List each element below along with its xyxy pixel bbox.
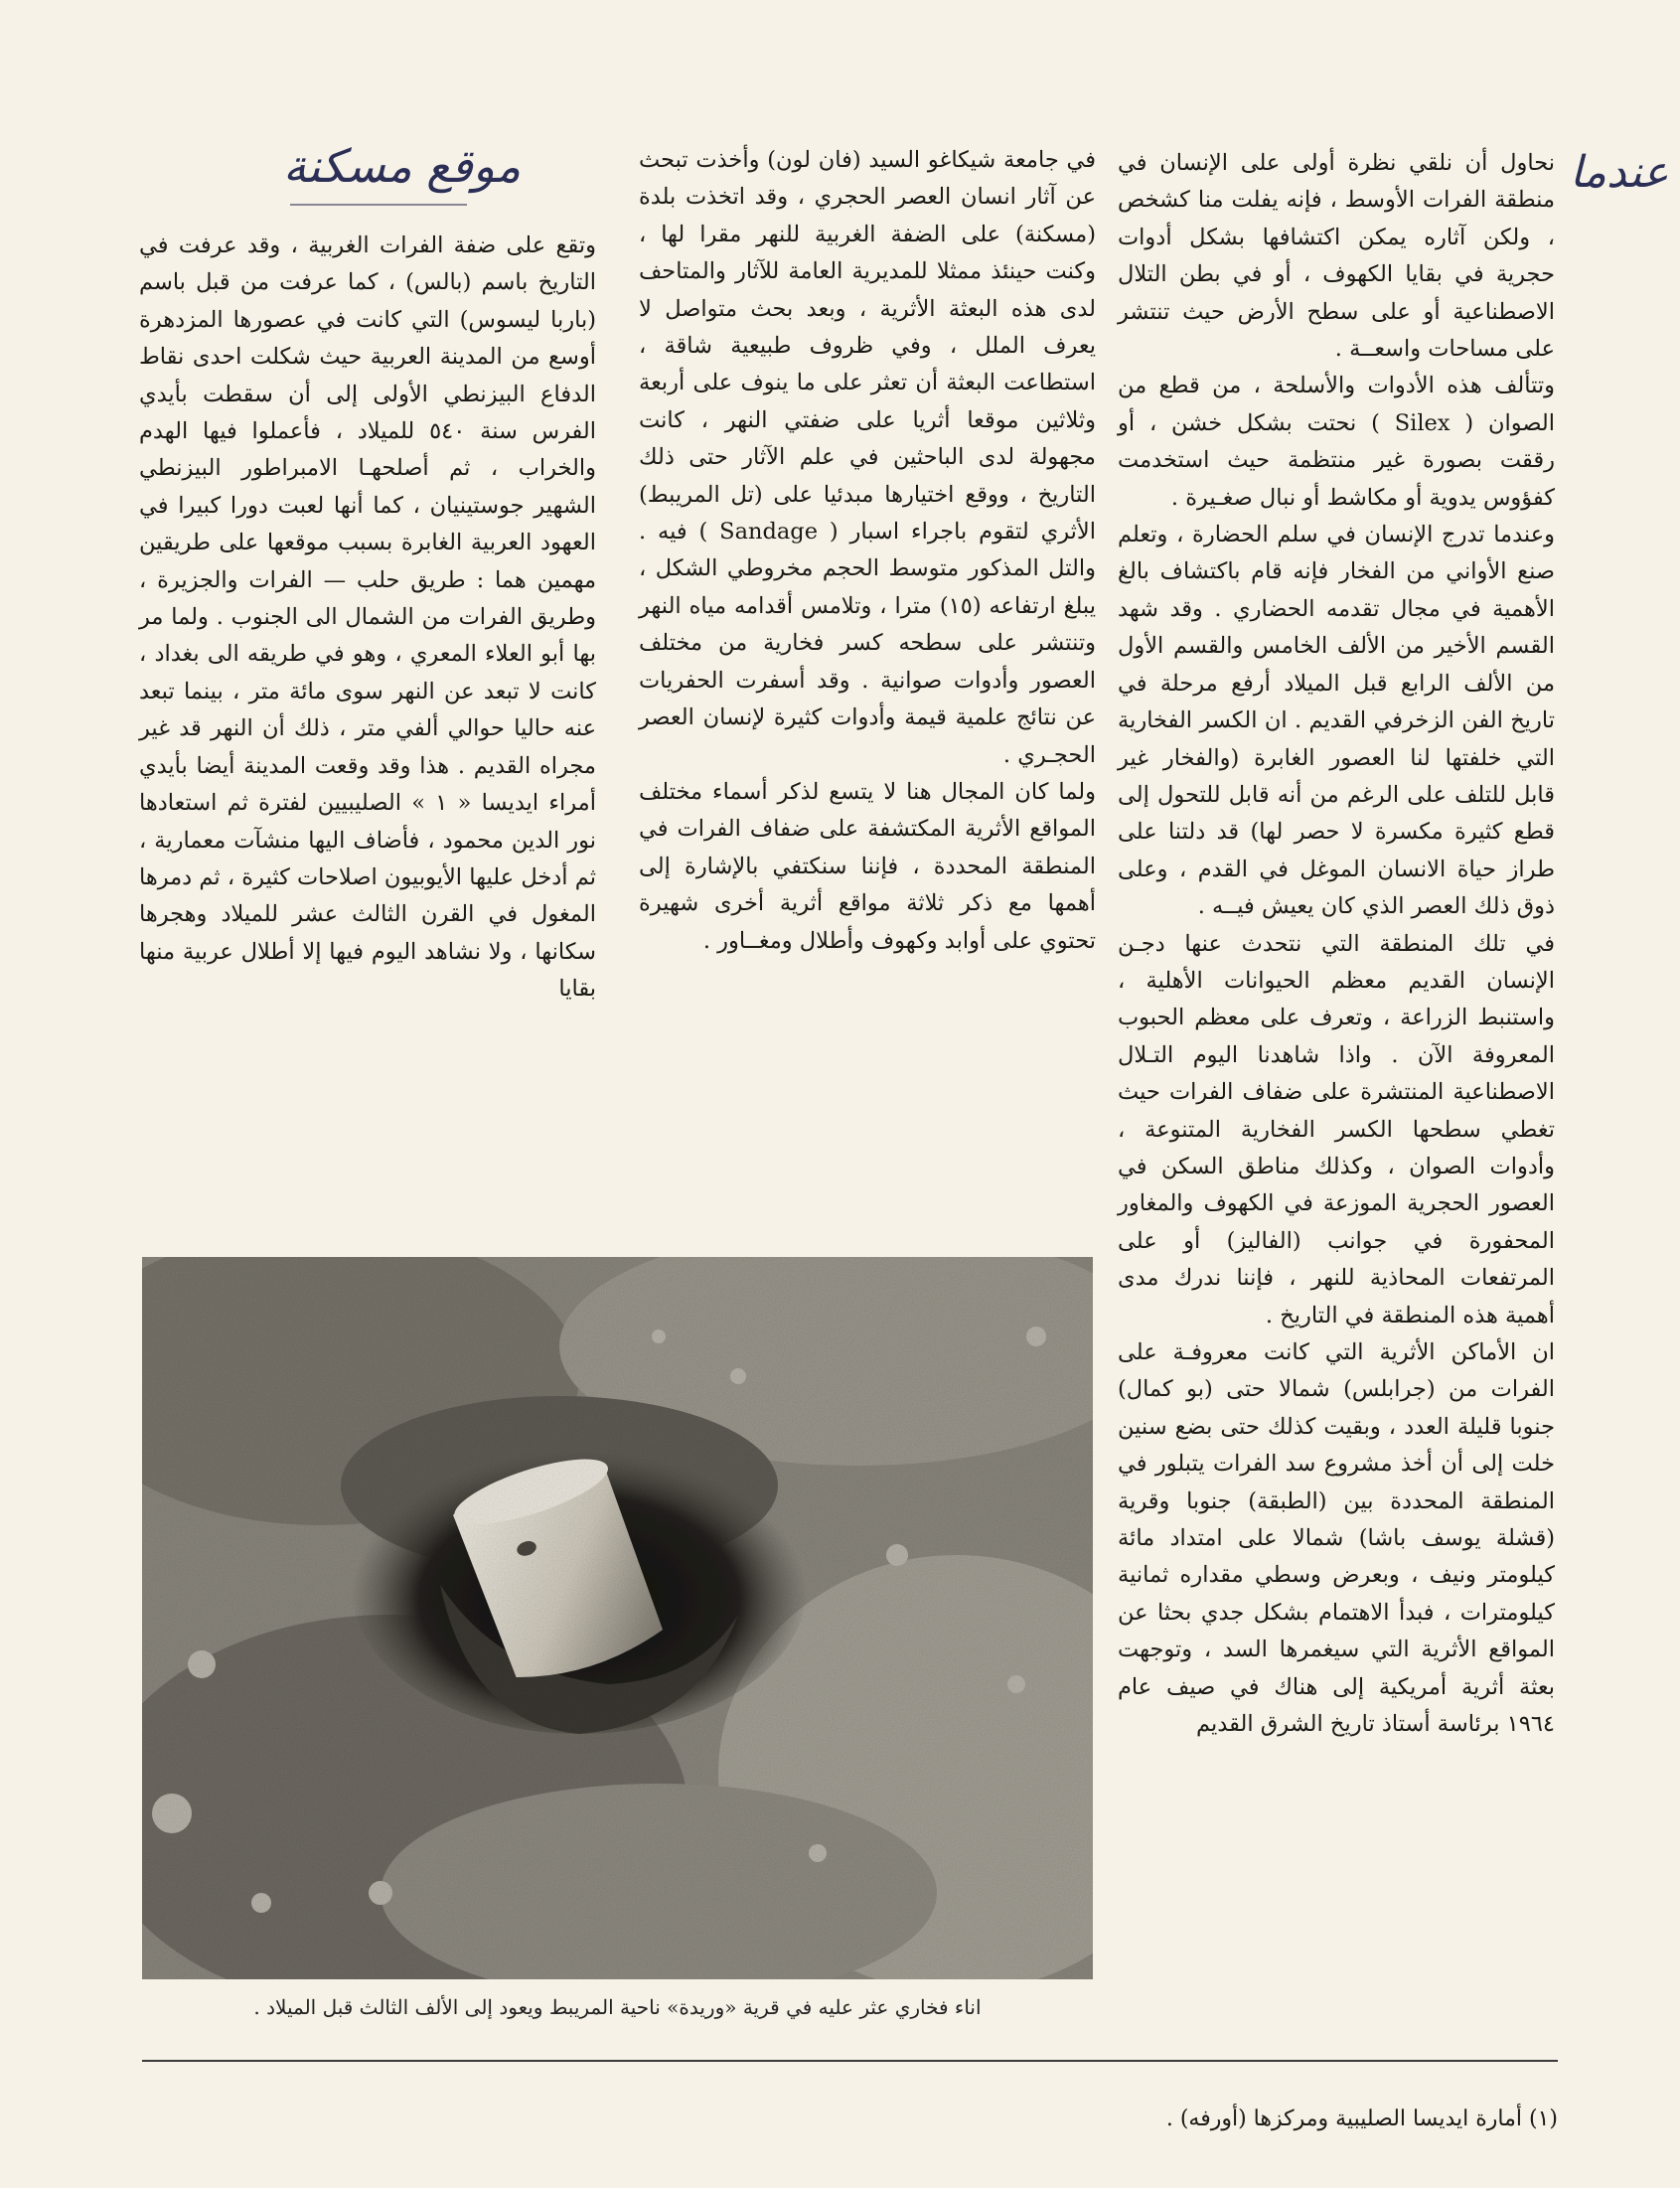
section-heading: موقع مسكنة [283, 139, 522, 193]
paragraph: وتقع على ضفة الفرات الغربية ، وقد عرفت في التاريخ باسم (بالس) ، كما عرفت من قبل باسم (باربا ليسوس) التي كانت في عصورها المزدهرة أوسع من المدينة العربية حيث شكلت احدى نقاط الدفاع البيزنطي الأولى إلى أن سقطت بأيدي الفرس سنة ٥٤٠ للميلاد ، فأعملوا فيها الهدم والخراب ، ثم أصلحهـا الامبراطور البيزنطي الشهير جوستينيان ، كما أنها لعبت دورا كبيرا في العهود العربية الغابرة بسبب موقعها على طريقين مهمين هما : طريق حلب — الفرات والجزيرة ، وطريق الفرات من الشمال الى الجنوب . ولما مر بها أبو العلاء المعري ، وهو في طريقه الى بغداد ، كانت لا تبعد عن النهر سوى مائة متر ، بينما تبعد عنه حاليا حوالي ألفي متر ، ذلك أن النهر قد غير مجراه القديم . هذا وقد وقعت المدينة أيضا بأيدي أمراء ايديسا « ١ » الصليبيين لفترة ثم استعادها نور الدين محمود ، فأضاف اليها منشآت معمارية ، ثم أدخل عليها الأيوبيون اصلاحات كثيرة ، ثم دمرها المغول في القرن الثالث عشر للميلاد وهجرها سكانها ، ولا نشاهد اليوم فيها إلا أطلال عربية منها بقايا [139, 233, 596, 1003]
middle-column [639, 142, 1096, 960]
footnote: (١) أمارة ايديسا الصليبية ومركزها (أورفه) . [1165, 2107, 1558, 2131]
paragraph: ولما كان المجال هنا لا يتسع لذكر أسماء مختلف المواقع الأثرية المكتشفة على ضفاف الفرات في المنطقة المحددة ، فإننا سنكتفي بالإشارة إلى أهمها مع ذكر ثلاثة مواقع أثرية أخرى شهيرة تحتوي على أوابد وكهوف وأطلال ومغــاور . [639, 778, 1096, 954]
right-column [1118, 145, 1555, 1743]
paragraph: وعندما تدرج الإنسان في سلم الحضارة ، وتعلم صنع الأواني من الفخار فإنه قام باكتشاف بالغ الأهمية في مجال تقدمه الحضاري . وقد شهد القسم الأخير من الألف الخامس والقسم الأول من الألف الرابع قبل الميلاد أرفع مرحلة في تاريخ الفن الزخرفي القديم . ان الكسر الفخارية التي خلفتها لنا العصور الغابرة (والفخار غير قابل للتلف على الرغم من أنه قابل للتحول إلى قطع كثيرة مكسرة لا حصر لها) قد دلتنا على طراز حياة الانسان الموغل في القدم ، وعلى ذوق ذلك العصر الذي كان يعيش فيــه . [1118, 522, 1555, 920]
photo-caption: اناء فخاري عثر عليه في قرية «وريدة» ناحية المريبط ويعود إلى الألف الثالث قبل الميلاد . [253, 1995, 982, 2019]
paragraph: نحاول أن نلقي نظرة أولى على الإنسان في منطقة الفرات الأوسط ، فإنه يفلت منا كشخص ، ولكن آثاره يمكن اكتشافها بشكل أدوات حجرية في بقايا الكهوف ، أو في بطن التلال الاصطناعية أو على سطح الأرض حيث تنتشر على مساحات واسعــة . [1118, 150, 1555, 363]
paragraph: في جامعة شيكاغو السيد (فان لون) وأخذت تبحث عن آثار انسان العصر الحجري ، وقد اتخذت بلدة (مسكنة) على الضفة الغربية للنهر مقرا لها ، وكنت حينئذ ممثلا للمديرية العامة للآثار والمتاحف لدى هذه البعثة الأثرية ، وبعد بحث متواصل لا يعرف الملل ، وفي ظروف طبيعية شاقة ، استطاعت البعثة أن تعثر على ما ينوف على أربعة وثلاثين موقعا أثريا على ضفتي النهر ، كانت مجهولة لدى الباحثين في علم الآثار حتى ذلك التاريخ ، ووقع اختيارها مبدئيا على (تل المريبط) الأثري لتقوم باجراء اسبار ( Sandage ) فيه . والتل المذكور متوسط الحجم مخروطي الشكل ، يبلغ ارتفاعه (١٥) مترا ، وتلامس أقدامه مياه النهر وتنتشر على سطحه كسر فخارية من مختلف العصور وأدوات صوانية . وقد أسفرت الحفريات عن نتائج علمية قيمة وأدوات كثيرة لإنسان العصر الحجـري . [639, 147, 1096, 768]
left-column [139, 228, 596, 1009]
opening-word: عندما [1570, 147, 1669, 198]
footnote-divider [142, 2060, 1558, 2062]
paragraph: ان الأماكن الأثرية التي كانت معروفـة على الفرات من (جرابلس) شمالا حتى (بو كمال) جنوبا قليلة العدد ، وبقيت كذلك حتى بضع سنين خلت إلى أن أخذ مشروع سد الفرات يتبلور في المنطقة المحددة بين (الطبقة) جنوبا وقرية (قشلة يوسف باشا) شمالا على امتداد مائة كيلومتر ونيف ، وبعرض وسطي مقداره ثمانية كيلومترات ، فبدأ الاهتمام بشكل جدي بحثا عن المواقع الأثرية التي سيغمرها السد ، وتوجهت بعثة أثرية أمريكية إلى هناك في صيف عام ١٩٦٤ برئاسة أستاذ تاريخ الشرق القديم [1118, 1339, 1555, 1738]
heading-underline [290, 204, 467, 206]
pottery-vessel-photo [142, 1257, 1093, 1979]
paragraph: وتتألف هذه الأدوات والأسلحة ، من قطع من الصوان ( Silex ) نحتت بشكل خشن ، أو رققت بصورة غير منتظمة حيث استخدمت كفؤوس يدوية أو مكاشط أو نبال صغـيرة . [1118, 373, 1555, 511]
paragraph: في تلك المنطقة التي نتحدث عنها دجـن الإنسان القديم معظم الحيوانات الأهلية ، واستنبط الزراعة ، وتعرف على معظم الحبوب المعروفة الآن . واذا شاهدنا اليوم التـلال الاصطناعية المنتشرة على ضفاف الفرات حيث تغطي سطحها الكسر الفخارية المتنوعة ، وأدوات الصوان ، وكذلك مناطق السكن في العصور الحجرية الموزعة في الكهوف والمغاور المحفورة في جوانب (الفاليز) أو على المرتفعات المحاذية للنهر ، فإننا ندرك مدى أهمية هذه المنطقة في التاريخ . [1118, 930, 1555, 1328]
